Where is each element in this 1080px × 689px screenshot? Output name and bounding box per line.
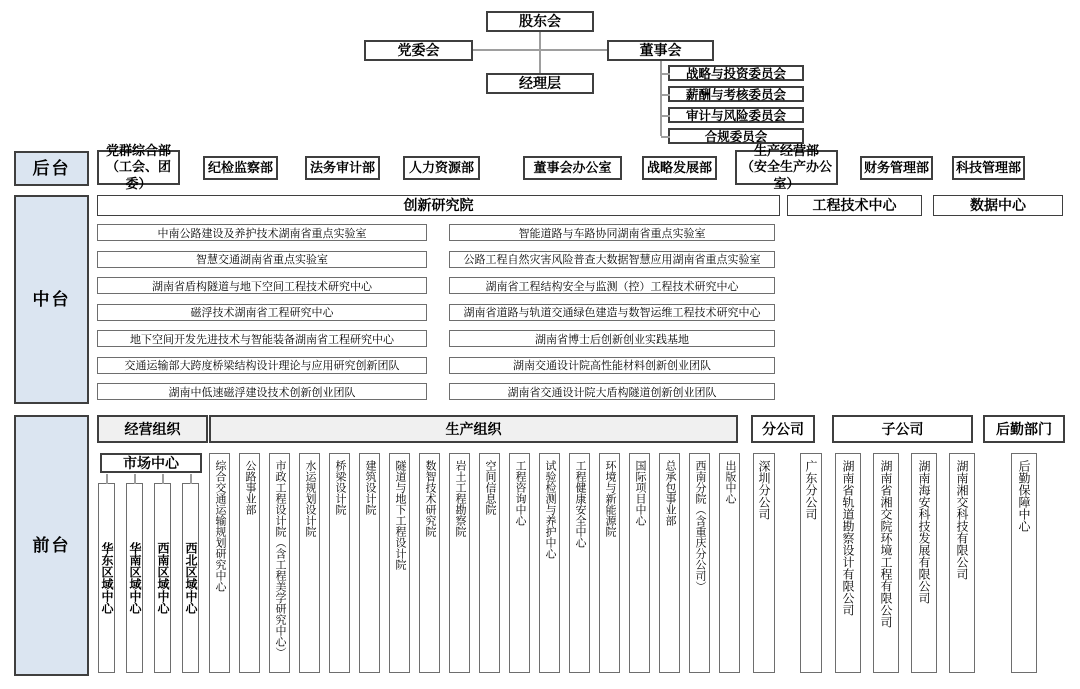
branch-box: 广东分公司	[800, 453, 822, 673]
lab-box: 湖南省盾构隧道与地下空间工程技术研究中心	[97, 277, 427, 294]
production-unit-box: 桥梁设计院	[329, 453, 350, 673]
lab-box: 磁浮技术湖南省工程研究中心	[97, 304, 427, 321]
lab-box: 中南公路建设及养护技术湖南省重点实验室	[97, 224, 427, 241]
dept-sublabel: （安全生产办公室）	[740, 159, 832, 191]
party-committee-box: 党委会	[364, 40, 473, 61]
production-unit-box: 建筑设计院	[359, 453, 380, 673]
lab-box: 交通运输部大跨度桥梁结构设计理论与应用研究创新团队	[97, 357, 427, 374]
lab-box: 湖南省交通设计院大盾构隧道创新创业团队	[449, 383, 775, 400]
production-unit-box: 出版中心	[719, 453, 740, 673]
production-unit-box: 环境与新能源院	[599, 453, 620, 673]
dept-sublabel: （工会、团委）	[105, 159, 171, 191]
innovation-institute-header: 创新研究院	[97, 195, 780, 216]
production-unit-box: 总承包事业部	[659, 453, 680, 673]
production-unit-box: 西南分院（含重庆分公司）	[689, 453, 710, 673]
labs-left-column	[97, 224, 427, 400]
logistics-columns	[1011, 453, 1037, 673]
subsidiary-columns	[835, 453, 975, 673]
dept-discipline: 纪检监察部	[203, 156, 278, 180]
dept-label: 生产经营部	[753, 143, 819, 159]
lab-box: 湖南省工程结构安全与监测（控）工程技术研究中心	[449, 277, 775, 294]
production-unit-box: 隧道与地下工程设计院	[389, 453, 410, 673]
production-unit-box: 国际项目中心	[629, 453, 650, 673]
subsidiary-box: 湖南海安科技发展有限公司	[911, 453, 937, 673]
region-center-columns	[98, 483, 199, 673]
branch-columns	[753, 453, 822, 673]
dept-hr: 人力资源部	[403, 156, 480, 180]
shareholders-box: 股东会	[486, 11, 594, 32]
branch-box: 深圳分公司	[753, 453, 775, 673]
board-committee-box: 战略与投资委员会	[668, 65, 804, 81]
lab-box: 公路工程自然灾害风险普查大数据智慧应用湖南省重点实验室	[449, 251, 775, 268]
tier-back-label: 后台	[14, 151, 89, 186]
lab-box: 湖南省道路与轨道交通绿色建造与数智运维工程技术研究中心	[449, 304, 775, 321]
management-box: 经理层	[486, 73, 594, 94]
subsidiaries-header: 子公司	[832, 415, 973, 443]
region-center-box: 华南区域中心	[126, 483, 143, 673]
subsidiary-box: 湖南湘交科技有限公司	[949, 453, 975, 673]
board-committee-box: 审计与风险委员会	[668, 107, 804, 123]
logistics-header: 后勤部门	[983, 415, 1065, 443]
production-unit-box: 公路事业部	[239, 453, 260, 673]
business-org-header: 经营组织	[97, 415, 208, 443]
lab-box: 智慧交通湖南省重点实验室	[97, 251, 427, 268]
market-center-box: 市场中心	[100, 453, 202, 473]
production-unit-box: 水运规划设计院	[299, 453, 320, 673]
dept-finance: 财务管理部	[860, 156, 933, 180]
production-unit-box: 试验检测与养护中心	[539, 453, 560, 673]
production-unit-box: 工程咨询中心	[509, 453, 530, 673]
production-unit-columns	[209, 453, 740, 673]
labs-right-column	[449, 224, 775, 400]
board-committee-box: 合规委员会	[668, 128, 804, 144]
branches-header: 分公司	[751, 415, 815, 443]
lab-box: 湖南省博士后创新创业实践基地	[449, 330, 775, 347]
subsidiary-box: 湖南省湘交院环境工程有限公司	[873, 453, 899, 673]
production-unit-box: 工程健康安全中心	[569, 453, 590, 673]
production-unit-box: 数智技术研究院	[419, 453, 440, 673]
logistics-box: 后勤保障中心	[1011, 453, 1037, 673]
production-org-header: 生产组织	[209, 415, 738, 443]
production-unit-box: 空间信息院	[479, 453, 500, 673]
lab-box: 地下空间开发先进技术与智能装备湖南省工程研究中心	[97, 330, 427, 347]
region-center-box: 西北区域中心	[182, 483, 199, 673]
tier-middle-label: 中台	[14, 195, 89, 404]
dept-party-mass	[97, 143, 180, 191]
region-center-box: 华东区域中心	[98, 483, 115, 673]
production-unit-box: 市政工程设计院（含工程美学研究中心）	[269, 453, 290, 673]
board-committee-list	[668, 65, 804, 144]
lab-box: 湖南交通设计院高性能材料创新创业团队	[449, 357, 775, 374]
production-unit-box: 岩土工程勘察院	[449, 453, 470, 673]
lab-box: 湖南中低速磁浮建设技术创新创业团队	[97, 383, 427, 400]
data-center-box: 数据中心	[933, 195, 1063, 216]
tier-front-label: 前台	[14, 415, 89, 676]
connector-shareholders-management	[539, 32, 541, 73]
dept-production-ops	[735, 143, 838, 191]
subsidiary-box: 湖南省轨道勘察设计有限公司	[835, 453, 861, 673]
dept-board-office: 董事会办公室	[523, 156, 622, 180]
dept-strategy: 战略发展部	[642, 156, 717, 180]
connector-party-board	[473, 49, 607, 51]
region-center-box: 西南区域中心	[154, 483, 171, 673]
dept-label: 党群综合部	[105, 143, 171, 159]
production-unit-box: 综合交通运输规划研究中心	[209, 453, 230, 673]
board-committee-box: 薪酬与考核委员会	[668, 86, 804, 102]
engineering-tech-center-box: 工程技术中心	[787, 195, 922, 216]
dept-technology: 科技管理部	[952, 156, 1025, 180]
board-box: 董事会	[607, 40, 714, 61]
dept-legal-audit: 法务审计部	[305, 156, 380, 180]
lab-box: 智能道路与车路协同湖南省重点实验室	[449, 224, 775, 241]
